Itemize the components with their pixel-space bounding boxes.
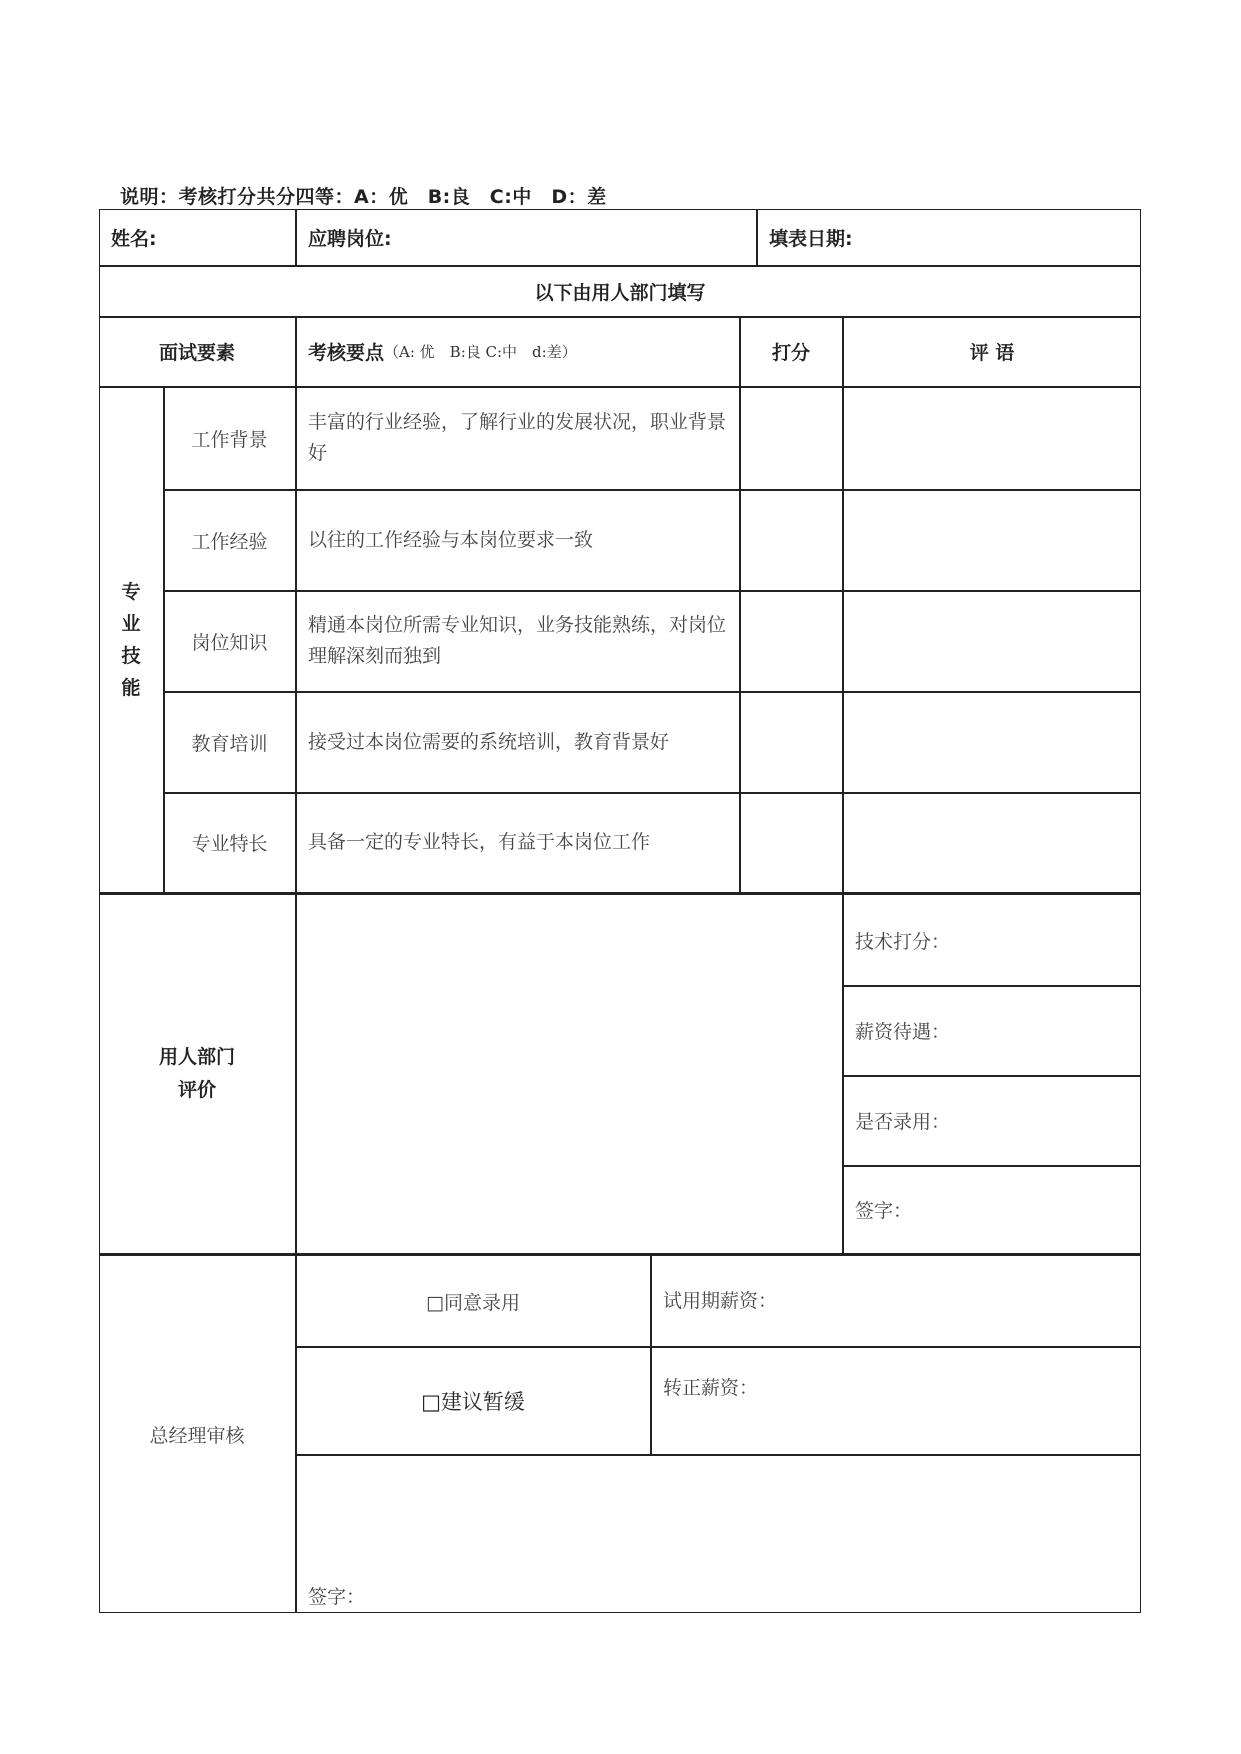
rating-note: 说明：考核打分共分四等：A：优 B:良 C:中 D：差	[120, 186, 607, 208]
rule-score-right-v	[842, 316, 844, 893]
regular-salary-label: 转正薪资：	[663, 1377, 759, 1399]
category-char: 业	[121, 612, 141, 635]
tech-score-label: 技术打分：	[855, 930, 951, 953]
row-factor: 专业特长	[191, 833, 268, 855]
section-title: 以下由用人部门填写	[534, 281, 706, 304]
col-points-note: （A: 优 B:良 C:中 d:差）	[384, 343, 577, 361]
col-comment: 评 语	[969, 342, 1015, 364]
gm-sign-label: 签字：	[308, 1586, 366, 1608]
row-factor: 工作背景	[191, 428, 268, 451]
category-char: 专	[121, 580, 141, 603]
row-point: 接受过本岗位需要的系统培训，教育背景好	[308, 730, 670, 753]
category-char: 技	[121, 644, 141, 667]
row-factor: 岗位知识	[191, 631, 268, 654]
row-point: 精通本岗位所需专业知识，业务技能熟练，对岗位理解深刻而独到	[308, 614, 727, 667]
rule-score-left-v	[739, 316, 741, 893]
col-points	[296, 317, 739, 386]
trial-salary-label: 试用期薪资：	[663, 1290, 778, 1312]
gm-review-label: 总经理审核	[149, 1425, 245, 1447]
hire-label: 是否录用：	[855, 1111, 951, 1133]
category-char: 能	[121, 676, 141, 699]
row-point: 以往的工作经验与本岗位要求一致	[308, 528, 594, 551]
col-points-label: 考核要点	[308, 342, 385, 364]
row-factor: 教育培训	[191, 732, 268, 755]
postpone-checkbox[interactable]: □建议暂缓	[421, 1389, 525, 1414]
position-label: 应聘岗位:	[308, 227, 392, 250]
dept-eval-label	[99, 895, 295, 1253]
dept-sign-label: 签字：	[855, 1200, 913, 1222]
row-point: 具备一定的专业特长，有益于本岗位工作	[308, 831, 651, 853]
name-label: 姓名:	[111, 227, 157, 250]
salary-label: 薪资待遇：	[855, 1021, 951, 1043]
dept-eval-label-line1: 用人部门	[158, 1046, 235, 1068]
dept-eval-label-line2: 评价	[177, 1079, 216, 1101]
category-professional-skills	[99, 387, 163, 892]
date-label: 填表日期:	[769, 227, 853, 250]
row-factor: 工作经验	[191, 530, 268, 553]
row-point: 丰富的行业经验，了解行业的发展状况，职业背景好	[308, 411, 727, 464]
col-factor: 面试要素	[158, 342, 235, 364]
agree-hire-checkbox[interactable]: □同意录用	[426, 1291, 520, 1314]
col-score: 打分	[771, 342, 810, 364]
